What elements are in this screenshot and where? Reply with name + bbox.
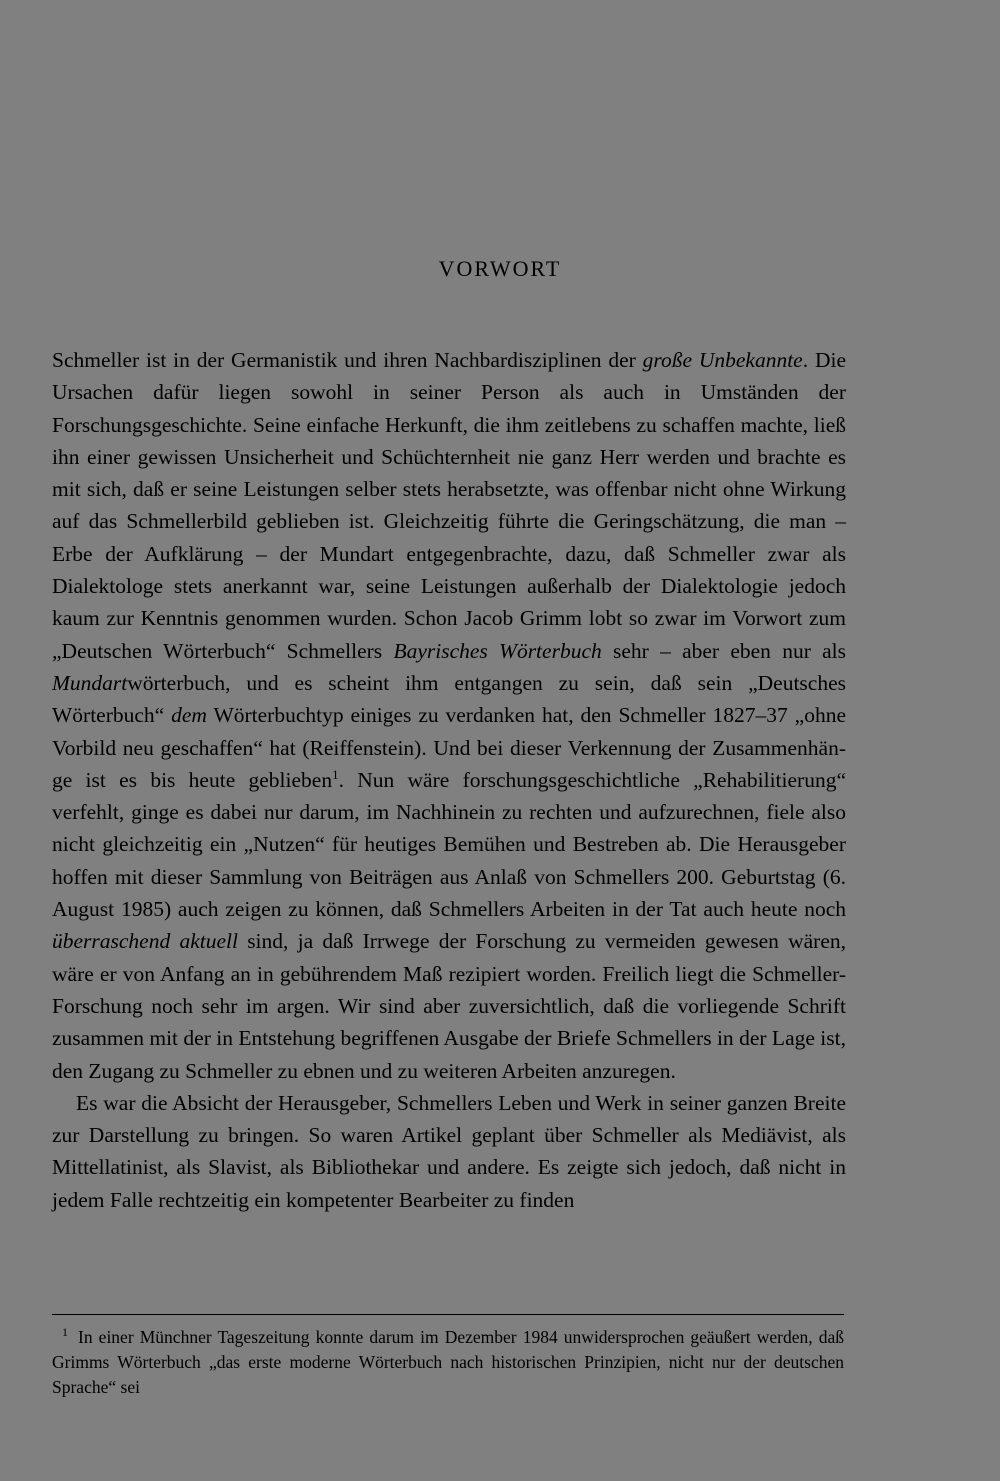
footnote-text: In einer Münchner Tageszeitung konnte darum im Dezember 1984 unwidersprochen geäußert werden, daß Grimms Wörterbuch „das erste moderne Wörterbuch nach historischen Prinzipien, nicht nur der deutschen Sprache“ sei [52,1327,844,1397]
text-run: sind, ja daß Irrwege der Forschung zu vermeiden gewesen wären, wäre er von Anfang an in gebührendem Maß rezipiert worden. Freilich liegt die Schmeller-Forschung noch sehr im argen. Wir sind aber zuversichtlich, daß die vorliegende Schrift zusammen mit der in Entstehung begriffenen Ausgabe der Briefe Schmellers in der Lage ist, den Zugang zu Schmeller zu ebnen und zu weiteren Arbeiten anzuregen. [52,929,846,1083]
emphasis-text: Bayrisches Wörterbuch [393,638,602,663]
emphasis-text: überraschend aktuell [52,929,238,954]
footnote-reference: 1 [332,766,339,782]
emphasis-text: große Unbekannte [642,348,803,372]
body-text [52,344,846,1216]
text-run: wörterbuch, und es scheint ihm entgangen zu sein, daß sein „Deutsches Wörterbuch“ [52,670,846,728]
text-run: sehr – aber eben nur als [601,638,846,663]
text-run: Wörterbuchtyp einiges zu verdanken hat, den Schmeller 1827–37 „ohne Vorbild neu geschaffen“ hat (Reiffenstein). Und bei dieser Verkennung der Zusammenhänge ist es bis heute geblieben [52,703,847,792]
text-run: . Die Ursachen dafür liegen sowohl in seiner Person als auch in Umständen der Forschungsgeschichte. Seine einfache Herkunft, die ihm zeitlebens zu schaffen machte, ließ ihn einer gewissen Unsicherheit und Schüchternheit nie ganz Herr werden und brachte es mit sich, daß er seine Leistungen selber stets herabsetzte, was offenbar nicht ohne Wirkung auf das Schmellerbild geblieben ist. Gleichzeitig führte die Geringschätzung, die man – Erbe der Aufklärung – der Mundart entgegenbrachte, dazu, daß Schmeller zwar als Dialektologe stets anerkannt war, seine Leistungen außerhalb der Dialektologie jedoch kaum zur Kenntnis genommen wurden. Schon Jacob Grimm lobt so zwar im Vorwort zum „Deutschen Wörterbuch“ Schmellers [52,348,846,663]
footnote-divider [52,1314,844,1315]
page-title: VORWORT [438,256,562,281]
emphasis-text: dem [171,703,207,728]
text-run: Schmeller ist in der Germanistik und ihren Nachbardisziplinen der [52,348,643,372]
footnote-marker: 1 [62,1325,68,1340]
text-run: . Nun wäre forschungsgeschichtliche „Rehabilitierung“ verfehlt, ginge es dabei nur darum, im Nachhinein zu rechten und aufzurechnen, fiele also nicht gleichzeitig ein „Nutzen“ für heutiges Bemühen und Bestreben ab. Die Herausgeber hoffen mit dieser Sammlung von Beiträgen aus Anlaß von Schmellers 200. Geburtstag (6. August 1985) auch zeigen zu können, daß Schmellers Arbeiten in der Tat auch heute noch [52,767,846,922]
paragraph-1 [52,344,846,1087]
emphasis-text: Mundart [52,670,128,695]
paragraph-2: Es war die Absicht der Herausgeber, Schmellers Leben und Werk in seiner ganzen Breite zur Darstellung zu bringen. So waren Artikel geplant über Schmeller als Mediävist, als Mittellatinist, als Slavist, als Bibliothekar und andere. Es zeigte sich jedoch, daß nicht in jedem Falle rechtzeitig ein kompetenter Bearbeiter zu finden [52,1090,846,1212]
footnote [52,1325,844,1400]
